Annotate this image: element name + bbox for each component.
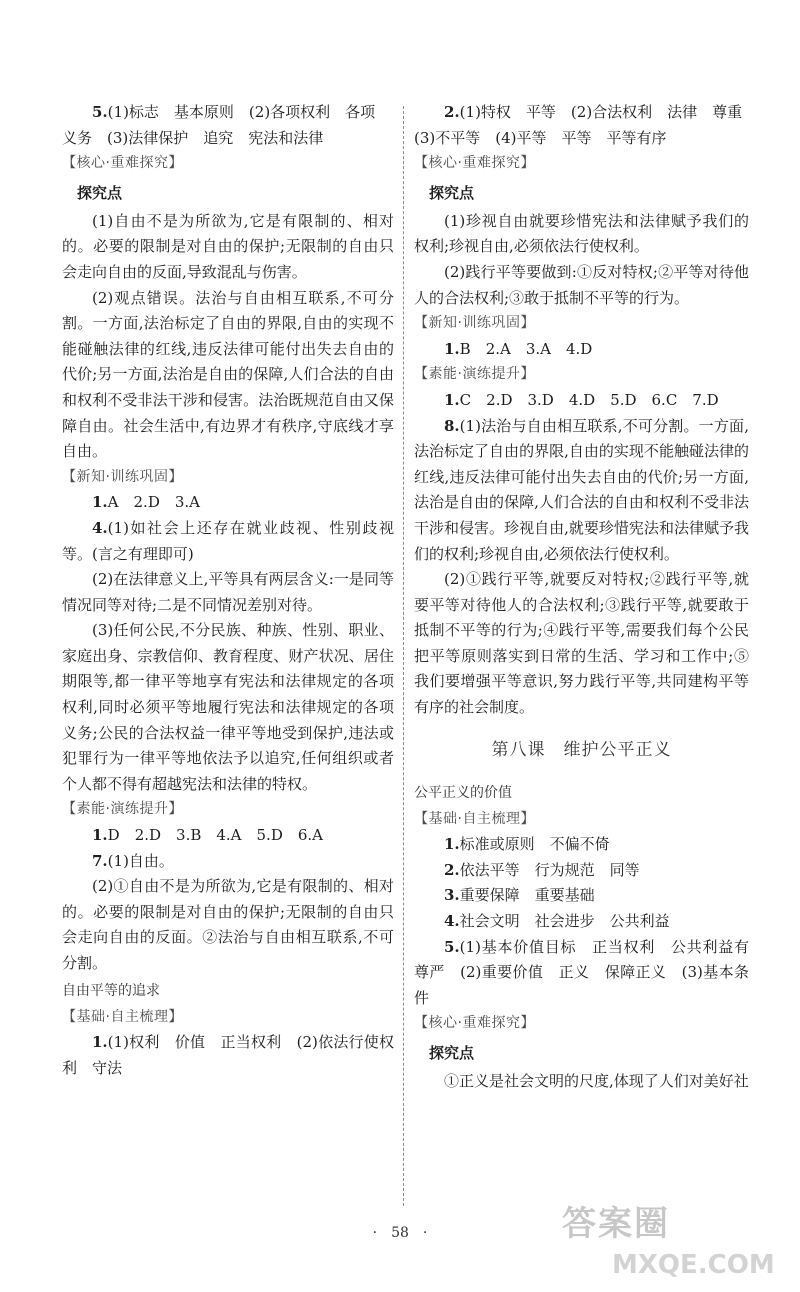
column-divider <box>403 106 404 1206</box>
answer-line: 1.D 2.D 3.B 4.A 5.D 6.A <box>92 826 323 845</box>
question-number: 2. <box>444 103 460 121</box>
section-tag: 【核心·重难探究】 <box>414 1015 535 1032</box>
question-number: 1. <box>92 493 108 512</box>
explore-heading: 探究点 <box>429 1044 475 1062</box>
right-column <box>414 100 749 1095</box>
answer-paragraph: (2)①践行平等,就要反对特权;②践行平等,就要平等对待他人的合法权利;③践行平等,就要敢于抵制不平等的行为;④践行平等,需要我们每个公民把平等原则落实到日常的生活、学习和工作中;⑤我们要增强平等意识,努力践行平等,共同建构平等有序的社会制度。 <box>414 570 749 717</box>
answer-line: 7.(1)自由。 <box>92 851 174 870</box>
question-number: 4. <box>92 518 108 537</box>
section-tag: 【核心·重难探究】 <box>62 155 183 172</box>
answer-paragraph: (2)在法律意义上,平等具有两层含义:一是同等情况同等对待;二是不同情况差别对待。 <box>62 570 394 614</box>
question-number: 5. <box>444 937 460 956</box>
question-number: 1. <box>92 1033 108 1052</box>
question-number: 7. <box>92 851 108 870</box>
question-number: 1. <box>444 339 460 358</box>
page-number: · 58 · <box>372 1225 428 1241</box>
question-number: 3. <box>444 886 460 905</box>
left-column <box>62 100 394 1081</box>
section-title: 公平正义的价值 <box>414 784 512 801</box>
section-tag: 【素能·演练提升】 <box>62 801 183 818</box>
question-number: 1. <box>444 390 460 409</box>
answer-line: 义务 (3)法律保护 追究 宪法和法律 <box>62 128 324 147</box>
section-tag: 【核心·重难探究】 <box>414 155 535 172</box>
answer-line: 2.依法平等 行为规范 同等 <box>444 860 640 879</box>
question-number: 5. <box>92 103 108 121</box>
explore-heading: 探究点 <box>77 183 123 202</box>
question-number: 2. <box>444 860 460 879</box>
answer-line: 1.标准或原则 不偏不倚 <box>444 835 610 854</box>
answer-paragraph: 1.(1)权利 价值 正当权利 (2)依法行使权利 守法 <box>62 1033 394 1077</box>
answer-paragraph: (1)自由不是为所欲为,它是有限制的、相对的。必要的限制是对自由的保护;无限制的自由只会走向自由的反面,导致混乱与伤害。 <box>62 211 394 281</box>
answer-paragraph: 5.(1)基本价值目标 正当权利 公共利益有尊严 (2)重要价值 正义 保障正义 (3)基本条件 <box>414 937 749 1007</box>
lesson-title: 第八课 维护公平正义 <box>491 739 672 760</box>
watermark-logo: 答案圈 <box>562 1204 670 1244</box>
watermark-url: MXQE.COM <box>612 1250 775 1280</box>
explore-heading: 探究点 <box>429 183 475 202</box>
section-tag: 【素能·演练提升】 <box>414 366 535 383</box>
section-tag: 【基础·自主梳理】 <box>414 810 535 827</box>
answer-paragraph: (2)①自由不是为所欲为,它是有限制的、相对的。必要的限制是对自由的保护;无限制的自由只会走向自由的反面。②法治与自由相互联系,不可分割。 <box>62 877 394 972</box>
answer-paragraph: (3)任何公民,不分民族、种族、性别、职业、家庭出身、宗教信仰、教育程度、财产状况、居住期限等,都一律平等地享有宪法和法律规定的各项权利,同时必须平等地履行宪法和法律规定的各项义务;公民的合法权益一律平等地受到保护,违法或犯罪行为一律平等地依法予以追究,任何组织或者个人都不得有超越宪法和法律的特权。 <box>62 621 394 793</box>
answer-line: 1.C 2.D 3.D 4.D 5.D 6.C 7.D <box>444 390 719 409</box>
answer-paragraph: (2)践行平等要做到:①反对特权;②平等对待他人的合法权利;③敢于抵制不平等的行为。 <box>414 262 749 307</box>
answer-line: 2.(1)特权 平等 (2)合法权利 法律 尊重 <box>444 103 743 121</box>
question-number: 8. <box>444 416 460 435</box>
section-tag: 【基础·自主梳理】 <box>62 1008 183 1025</box>
answer-paragraph: (1)珍视自由就要珍惜宪法和法律赋予我们的权利;珍视自由,必须依法行使权利。 <box>414 211 749 256</box>
section-tag: 【新知·训练巩固】 <box>62 468 183 485</box>
answer-paragraph: 8.(1)法治与自由相互联系,不可分割。一方面,法治标定了自由的界限,自由的实现不能触碰法律的红线,违反法律可能付出失去自由的代价;另一方面,法治是自由的保障,人们合法的自由和权利不受非法干涉和侵害。珍视自由,就要珍惜宪法和法律赋予我们的权利;珍视自由,必须依法行使权利。 <box>414 416 749 563</box>
answer-line: 1.B 2.A 3.A 4.D <box>444 339 593 358</box>
answer-line: (3)不平等 (4)平等 平等 平等有序 <box>414 128 667 147</box>
answer-line: 3.重要保障 重要基础 <box>444 886 595 905</box>
watermark <box>552 1196 792 1286</box>
answer-paragraph: 4.(1)如社会上还存在就业歧视、性别歧视等。(言之有理即可) <box>62 518 394 563</box>
answer-paragraph: (2)观点错误。法治与自由相互联系,不可分割。一方面,法治标定了自由的界限,自由的实现不能碰触法律的红线,违反法律可能付出失去自由的代价;另一方面,法治是自由的保障,人们合法的自由和权利不受非法干涉和侵害。法治既规范自由又保障自由。社会生活中,有边界才有秩序,守底线才享自由。 <box>62 288 394 461</box>
section-title: 自由平等的追求 <box>62 982 160 999</box>
section-tag: 【新知·训练巩固】 <box>414 315 535 332</box>
question-number: 4. <box>444 912 460 931</box>
answer-line: 4.社会文明 社会进步 公共利益 <box>444 912 670 931</box>
answer-line: 5.(1)标志 基本原则 (2)各项权利 各项 <box>92 103 376 121</box>
answer-paragraph: ①正义是社会文明的尺度,体现了人们对美好社 <box>444 1072 749 1090</box>
answer-line: 1.A 2.D 3.A <box>92 493 200 512</box>
question-number: 1. <box>92 826 108 845</box>
question-number: 1. <box>444 835 460 854</box>
